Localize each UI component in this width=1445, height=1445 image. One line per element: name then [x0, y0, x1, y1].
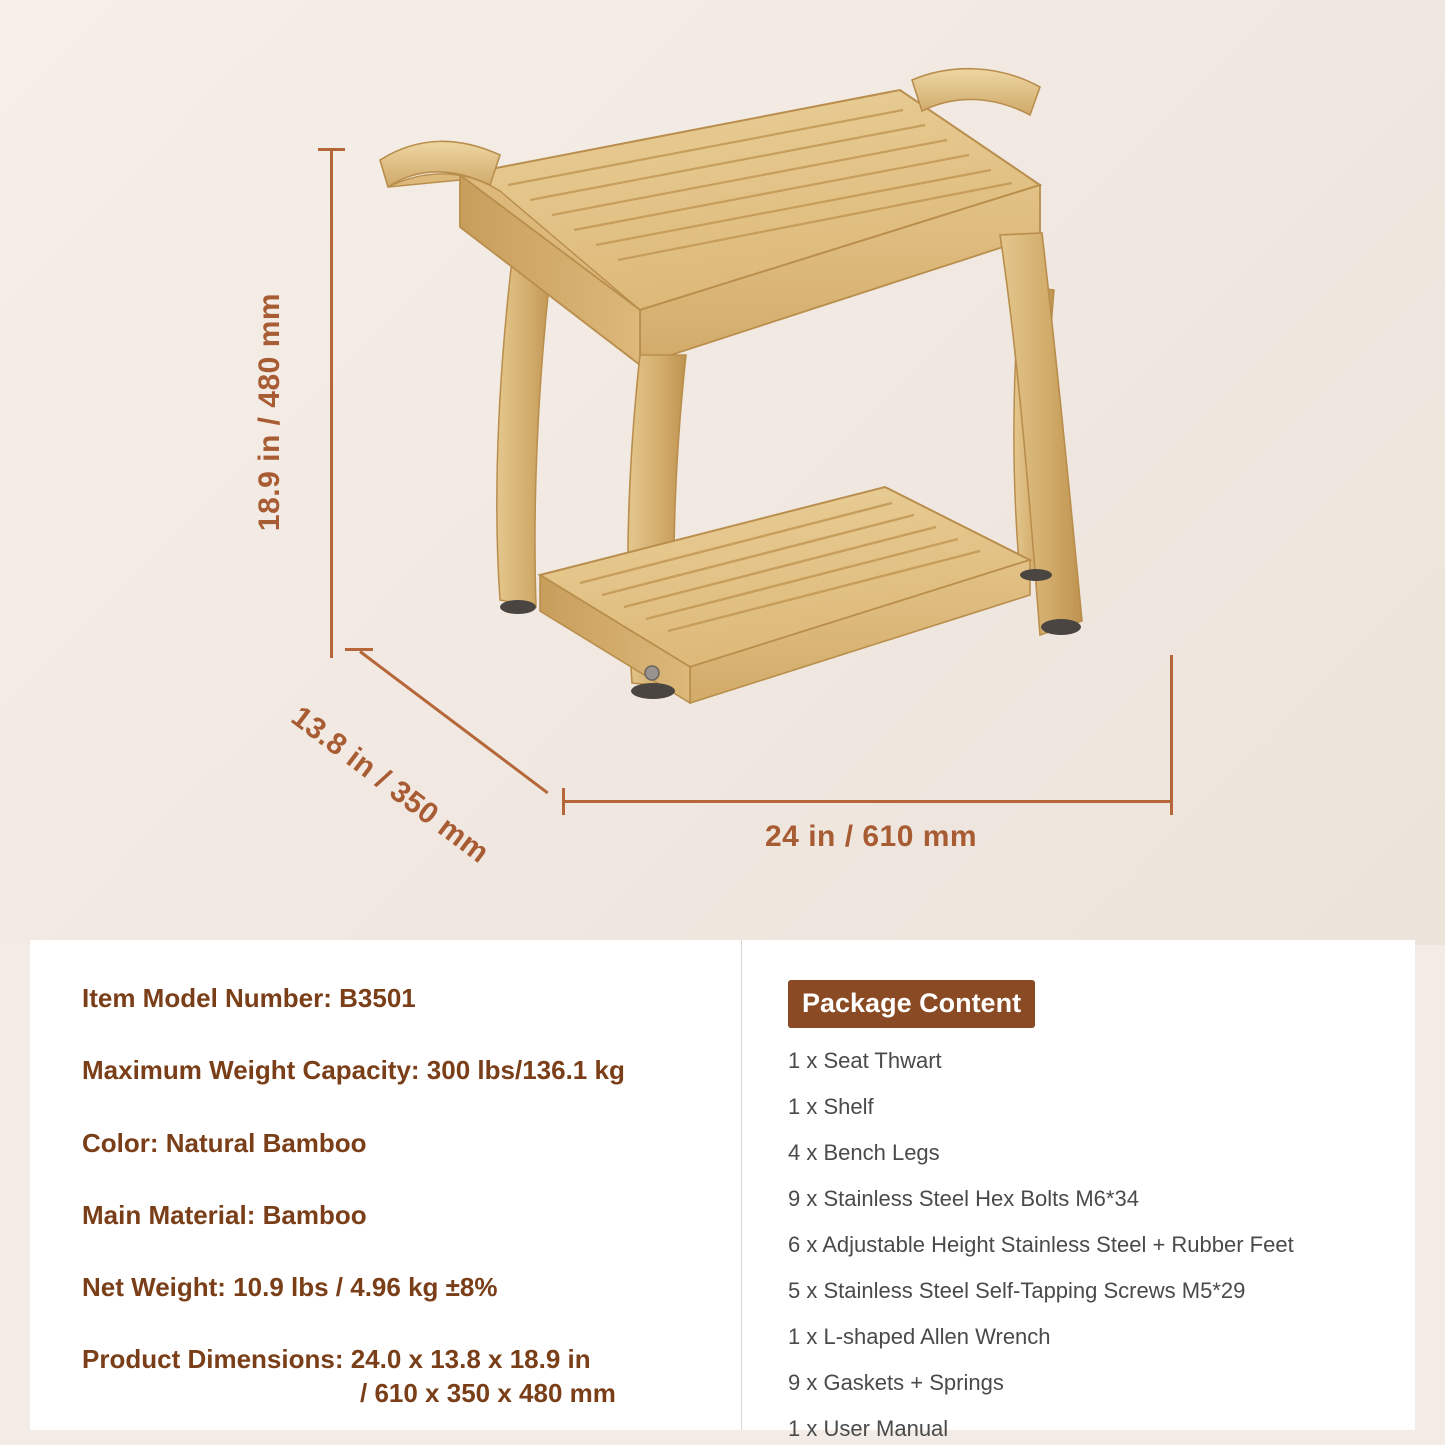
list-item: 9 x Stainless Steel Hex Bolts M6*34 — [788, 1186, 1139, 1211]
list-item: 6 x Adjustable Height Stainless Steel + Rubber Feet — [788, 1232, 1294, 1257]
dimension-width-cap-left — [562, 788, 565, 815]
list-item: 1 x User Manual — [788, 1416, 949, 1441]
list-item: 1 x Shelf — [788, 1094, 874, 1119]
package-content-title: Package Content — [788, 980, 1035, 1028]
dimension-depth-cap — [345, 648, 373, 651]
dimension-height-label: 18.9 in / 480 mm — [253, 292, 286, 532]
spec-net-weight: Net Weight: 10.9 lbs / 4.96 kg ±8% — [82, 1272, 498, 1303]
spec-material: Main Material: Bamboo — [82, 1199, 367, 1230]
list-item: 5 x Stainless Steel Self-Tapping Screws M5*29 — [788, 1278, 1246, 1303]
dimension-height-line — [330, 148, 333, 658]
dimension-width-line — [563, 800, 1173, 803]
product-illustration — [340, 55, 1220, 835]
list-item: 4 x Bench Legs — [788, 1140, 940, 1165]
spec-dimensions-line1: Product Dimensions: 24.0 x 13.8 x 18.9 in — [82, 1344, 591, 1375]
spec-dimensions-line2: / 610 x 350 x 480 mm — [360, 1377, 616, 1408]
package-content-column — [742, 940, 1415, 1441]
dimension-width-cap-right — [1170, 655, 1173, 815]
list-item: 1 x L-shaped Allen Wrench — [788, 1324, 1051, 1349]
spec-color: Color: Natural Bamboo — [82, 1127, 367, 1158]
spec-max-weight: Maximum Weight Capacity: 300 lbs/136.1 kg — [82, 1055, 625, 1086]
list-item: 1 x Seat Thwart — [788, 1048, 942, 1073]
info-panel — [30, 940, 1415, 1441]
spec-model-number: Item Model Number: B3501 — [82, 983, 416, 1013]
specifications-column — [30, 940, 742, 1430]
dimension-height-cap-top — [318, 148, 345, 151]
list-item: 9 x Gaskets + Springs — [788, 1370, 1004, 1395]
dimension-width-label: 24 in / 610 mm — [765, 820, 978, 853]
spec-product-dimensions — [82, 1343, 721, 1410]
dimension-depth-label: 13.8 in / 350 mm — [285, 700, 496, 870]
